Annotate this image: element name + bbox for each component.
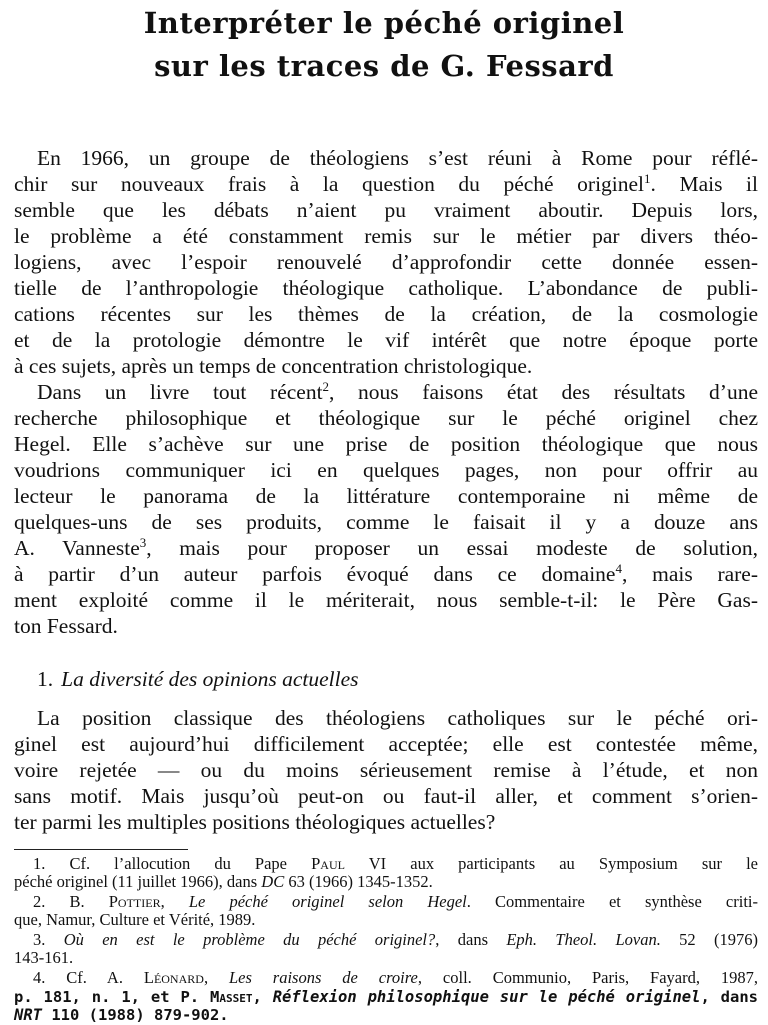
article-title-line-1: Interpréter le péché originel bbox=[143, 6, 625, 40]
text-line: tielle de l’anthropologie théologique catholique. L’abondance de publi- bbox=[14, 276, 758, 300]
text-line: semble que les débats n’aient pu vraiment aboutir. Depuis lors, bbox=[14, 198, 758, 222]
text-line: ton Fessard. bbox=[14, 614, 118, 638]
footnote-ref-2[interactable]: 2 bbox=[322, 379, 330, 394]
footnote-3: 3. Où en est le problème du péché originel?, dans Eph. Theol. Lovan. 52 (1976) bbox=[33, 930, 759, 949]
text-line: ginel est aujourd’hui difficilement acceptée; elle est contestée même, bbox=[14, 732, 758, 756]
footnote-4: 4. Cf. A. Léonard, Les raisons de croire, coll. Communio, Paris, Fayard, 1987, bbox=[33, 968, 758, 987]
text-line: quelques-uns de ses produits, comme le faisait il y a douze ans bbox=[14, 510, 758, 534]
footnote-ref-4[interactable]: 4 bbox=[615, 561, 622, 576]
text-line: La position classique des théologiens catholiques sur le péché ori- bbox=[37, 706, 758, 730]
footnote-separator bbox=[14, 849, 188, 850]
section-title: La diversité des opinions actuelles bbox=[61, 667, 359, 691]
footnote-ref-3[interactable]: 3 bbox=[139, 535, 147, 550]
footnote-2: 2. B. Pottier, Le péché originel selon Hegel. Commentaire et synthèse criti- bbox=[33, 892, 758, 911]
text-line: Hegel. Elle s’achève sur une prise de position théologique que nous bbox=[14, 432, 758, 456]
text-line: A. Vanneste$^3$, mais pour proposer un essai modeste de solution, bbox=[14, 535, 758, 560]
article-title-line-2: sur les traces de G. Fessard bbox=[154, 49, 614, 83]
text-line: En 1966, un groupe de théologiens s’est réuni à Rome pour réflé- bbox=[37, 146, 758, 170]
text-line: lecteur le panorama de la littérature contemporaine ni même de bbox=[14, 484, 758, 508]
text-line: ment exploité comme il le mériterait, nous semble-t-il: le Père Gas- bbox=[14, 588, 758, 612]
text-line: et de la protologie démontre le vif intérêt que notre époque porte bbox=[14, 328, 758, 352]
text-line: voire rejetée — ou du moins sérieusement remise à l’étude, et non bbox=[14, 758, 758, 782]
text-line: cations récentes sur les thèmes de la création, de la cosmologie bbox=[14, 302, 758, 326]
text-line: ter parmi les multiples positions théologiques actuelles? bbox=[14, 810, 496, 834]
footnote-3-cont: 143-161. bbox=[14, 948, 74, 967]
section-heading bbox=[37, 666, 359, 692]
text-line: recherche philosophique et théologique sur le péché originel chez bbox=[14, 406, 758, 430]
text-line: sans motif. Mais jusqu’où peut-on ou faut-il aller, et comment s’orien- bbox=[14, 784, 758, 808]
text-line: Dans un livre tout récent$^2$, nous faisons état des résultats d’une bbox=[37, 379, 758, 404]
footnote-4-cont-2: NRT 110 (1988) 879-902. bbox=[14, 1006, 229, 1024]
text-line: voudrions communiquer ici en quelques pages, non pour offrir au bbox=[14, 458, 758, 482]
footnote-1-cont: péché originel (11 juillet 1966), dans DC 63 (1966) 1345-1352. bbox=[14, 872, 433, 891]
section-number: 1. bbox=[37, 667, 54, 691]
footnote-2-cont: que, Namur, Culture et Vérité, 1989. bbox=[14, 910, 256, 929]
footnote-4-cont: p. 181, n. 1, et P. Masset, Réflexion philosophique sur le péché originel, dans bbox=[14, 988, 759, 1006]
footnote-ref-1[interactable]: 1 bbox=[644, 171, 651, 186]
text-line: à ces sujets, après un temps de concentration christologique. bbox=[14, 354, 533, 378]
text-line: le problème a été constamment remis sur le métier par divers théo- bbox=[14, 224, 758, 248]
text-line: à partir d’un auteur parfois évoqué dans ce domaine$^4$, mais rare- bbox=[14, 561, 759, 586]
text-line: logiens, avec l’espoir renouvelé d’approfondir cette donnée essen- bbox=[14, 250, 758, 274]
footnote-1: 1. Cf. l’allocution du Pape Paul VI aux participants au Symposium sur le bbox=[33, 854, 759, 873]
text-line: chir sur nouveaux frais à la question du péché originel$^1$. Mais il bbox=[14, 171, 759, 196]
